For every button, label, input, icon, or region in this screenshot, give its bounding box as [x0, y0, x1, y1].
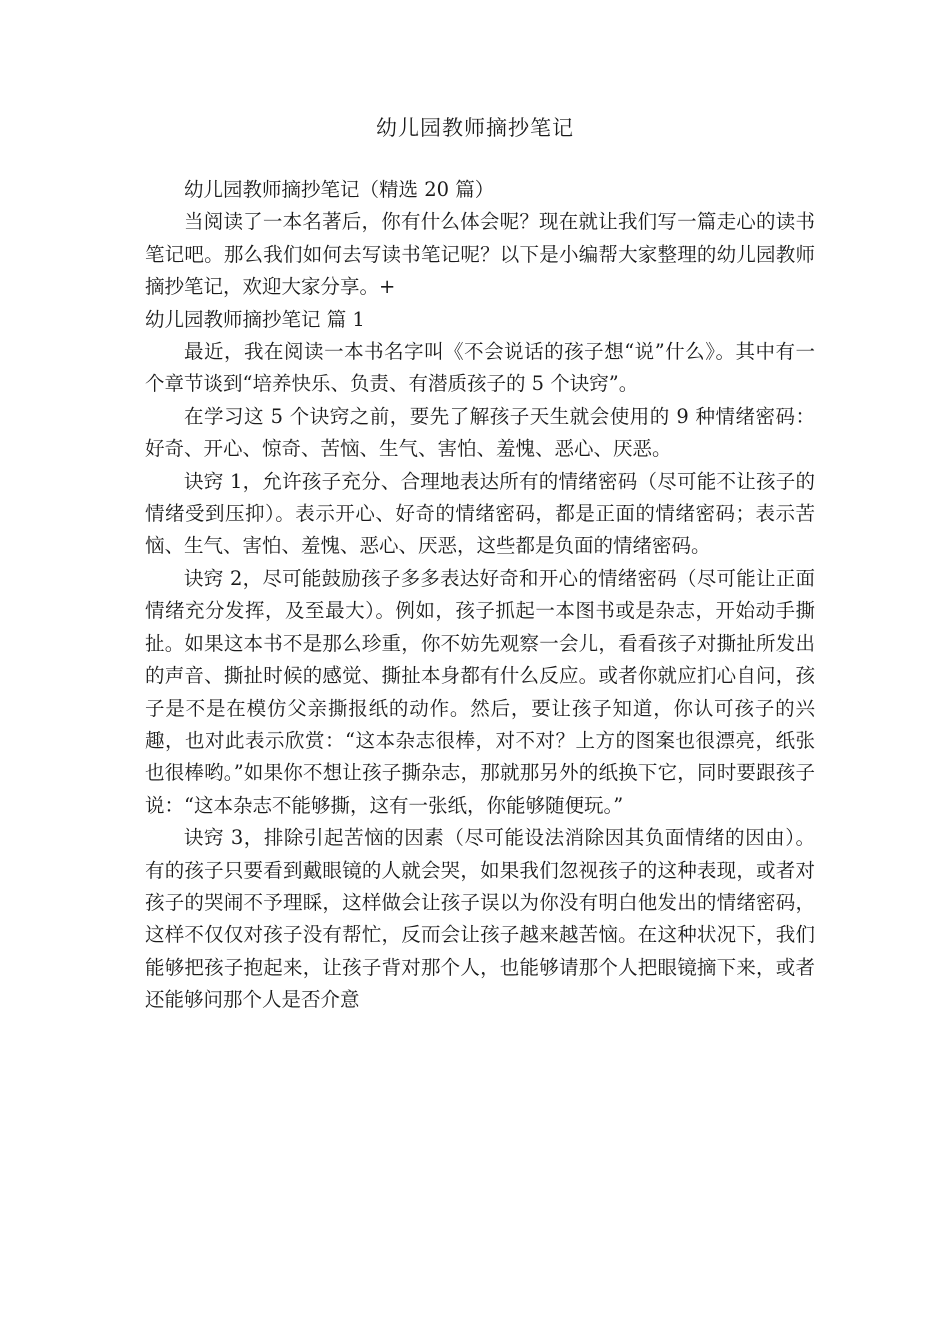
document-body — [145, 174, 815, 1017]
paragraph-subtitle: 幼儿园教师摘抄笔记（精选 20 篇） — [184, 178, 495, 201]
document-title: 幼儿园教师摘抄笔记 — [376, 116, 574, 140]
paragraph: 诀窍 2，尽可能鼓励孩子多多表达好奇和开心的情绪密码（尽可能让正面情绪充分发挥，及至最大）。例如，孩子抓起一本图书或是杂志，开始动手撕扯。如果这本书不是那么珍重，你不妨先观察一会儿，看看孩子对撕扯所发出的声音、撕扯时候的感觉、撕扯本身都有什么反应。或者你就应扪心自问，孩子是不是在模仿父亲撕报纸的动作。然后，要让孩子知道，你认可孩子的兴趣，也对此表示欣赏：“这本杂志很棒，对不对？上方的图案也很漂亮，纸张也很棒哟。”如果你不想让孩子撕杂志，那就那另外的纸换下它，同时要跟孩子说：“这本杂志不能够撕，这有一张纸，你能够随便玩。” — [145, 566, 815, 817]
paragraph: 在学习这 5 个诀窍之前，要先了解孩子天生就会使用的 9 种情绪密码：好奇、开心、惊奇、苦恼、生气、害怕、羞愧、恶心、厌恶。 — [145, 404, 815, 461]
paragraph: 最近，我在阅读一本书名字叫《不会说话的孩子想“说”什么》。其中有一个章节谈到“培养快乐、负责、有潜质孩子的 5 个诀窍”。 — [145, 340, 815, 396]
paragraph: 诀窍 1，允许孩子充分、合理地表达所有的情绪密码（尽可能不让孩子的情绪受到压抑）。表示开心、好奇的情绪密码，都是正面的情绪密码；表示苦恼、生气、害怕、羞愧、恶心、厌恶，这些都是负面的情绪密码。 — [145, 469, 815, 558]
paragraph: 诀窍 3，排除引起苦恼的因素（尽可能设法消除因其负面情绪的因由）。有的孩子只要看到戴眼镜的人就会哭，如果我们忽视孩子的这种表现，或者对孩子的哭闹不予理睬，这样做会让孩子误以为你没有明白他发出的情绪密码，这样不仅仅对孩子没有帮忙，反而会让孩子越来越苦恼。在这种状况下，我们能够把孩子抱起来，让孩子背对那个人，也能够请那个人把眼镜摘下来，或者还能够问那个人是否介意 — [145, 826, 815, 1012]
paragraph-intro: 当阅读了一本名著后，你有什么体会呢？现在就让我们写一篇走心的读书笔记吧。那么我们如何去写读书笔记呢？以下是小编帮大家整理的幼儿园教师摘抄笔记，欢迎大家分享。+ — [145, 210, 815, 299]
section-heading: 幼儿园教师摘抄笔记 篇 1 — [145, 307, 365, 331]
